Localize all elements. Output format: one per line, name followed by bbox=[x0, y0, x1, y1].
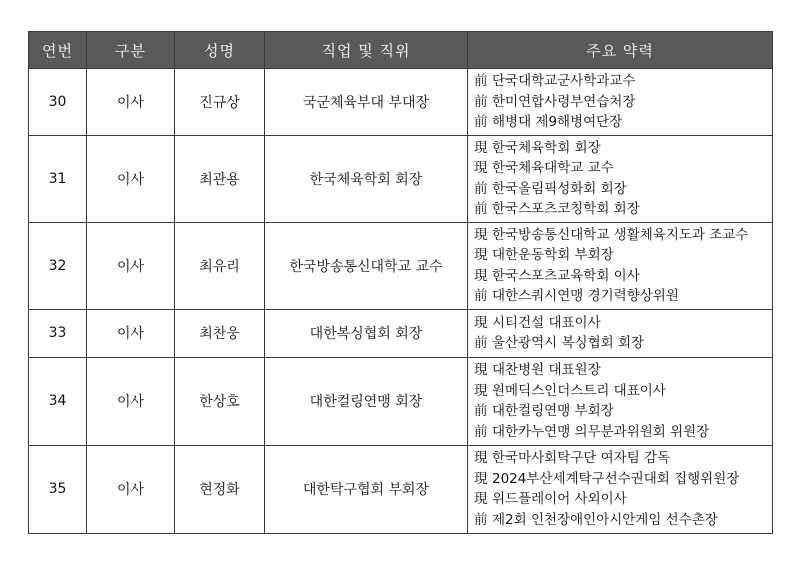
table-row bbox=[29, 309, 773, 357]
cell-career bbox=[468, 222, 773, 309]
career-item bbox=[474, 225, 772, 246]
career-prefix: 前 bbox=[474, 93, 488, 110]
career-item bbox=[474, 313, 772, 334]
career-prefix: 現 bbox=[474, 247, 488, 263]
career-prefix: 現 bbox=[474, 314, 488, 331]
career-prefix: 現 bbox=[474, 362, 488, 378]
table-row bbox=[29, 357, 773, 445]
career-item bbox=[474, 179, 772, 200]
cell-career bbox=[468, 69, 773, 136]
career-prefix: 前 bbox=[474, 114, 488, 130]
cell-name: 최관용 bbox=[175, 135, 265, 222]
career-item bbox=[474, 266, 772, 287]
career-text: 한국방송통신대학교 생활체육지도과 조교수 bbox=[492, 226, 749, 243]
career-text: 대한스쿼시연맹 경기력향상위원 bbox=[492, 288, 679, 304]
career-text: 2024부산세계탁구선수권대회 집행위원장 bbox=[492, 470, 740, 487]
cell-type: 이사 bbox=[87, 222, 175, 309]
career-item bbox=[474, 112, 772, 133]
career-item bbox=[474, 448, 772, 469]
career-text: 대한카누연맹 의무분과위원회 위원장 bbox=[492, 423, 710, 440]
cell-position: 대한탁구협회 부회장 bbox=[265, 445, 468, 533]
career-prefix: 現 bbox=[474, 450, 488, 466]
career-text: 대찬병원 대표원장 bbox=[492, 362, 601, 378]
career-item bbox=[474, 71, 772, 92]
career-item bbox=[474, 199, 772, 220]
cell-position: 한국방송통신대학교 교수 bbox=[265, 222, 468, 309]
career-item bbox=[474, 333, 772, 354]
header-no: 연번 bbox=[29, 32, 87, 69]
career-text: 한국마사회탁구단 여자팀 감독 bbox=[492, 450, 671, 466]
career-text: 대한운동학회 부회장 bbox=[492, 247, 614, 263]
career-item bbox=[474, 286, 772, 307]
header-type: 구분 bbox=[87, 32, 175, 69]
cell-career bbox=[468, 357, 773, 445]
cell-no: 33 bbox=[29, 309, 87, 357]
career-prefix: 前 bbox=[474, 403, 488, 419]
career-text: 한국스포츠교육학회 이사 bbox=[492, 267, 640, 284]
table-row bbox=[29, 135, 773, 222]
cell-type: 이사 bbox=[87, 135, 175, 222]
career-prefix: 前 bbox=[474, 423, 488, 440]
career-prefix: 前 bbox=[474, 511, 488, 528]
cell-no: 32 bbox=[29, 222, 87, 309]
career-text: 위드플레이어 사외이사 bbox=[492, 491, 627, 507]
career-prefix: 現 bbox=[474, 470, 488, 487]
cell-type: 이사 bbox=[87, 445, 175, 533]
career-prefix: 前 bbox=[474, 180, 488, 197]
header-name: 성명 bbox=[175, 32, 265, 69]
cell-no: 30 bbox=[29, 69, 87, 136]
career-prefix: 現 bbox=[474, 139, 488, 156]
header-row bbox=[29, 32, 773, 69]
career-prefix: 前 bbox=[474, 288, 488, 304]
career-item bbox=[474, 138, 772, 159]
board-members-table bbox=[28, 31, 773, 534]
cell-name: 현정화 bbox=[175, 445, 265, 533]
career-prefix: 現 bbox=[474, 267, 488, 284]
cell-name: 한상호 bbox=[175, 357, 265, 445]
career-item bbox=[474, 381, 772, 402]
career-prefix: 現 bbox=[474, 160, 488, 176]
header-position: 직업 및 직위 bbox=[265, 32, 468, 69]
cell-no: 31 bbox=[29, 135, 87, 222]
career-item bbox=[474, 360, 772, 381]
cell-type: 이사 bbox=[87, 357, 175, 445]
career-item bbox=[474, 422, 772, 443]
career-item bbox=[474, 158, 772, 179]
board-members-table-container bbox=[28, 31, 772, 534]
career-text: 한국올림픽성화회 회장 bbox=[492, 180, 627, 197]
table-row bbox=[29, 222, 773, 309]
career-item bbox=[474, 510, 772, 531]
header-career: 주요 약력 bbox=[468, 32, 773, 69]
career-prefix: 現 bbox=[474, 382, 488, 399]
career-item bbox=[474, 489, 772, 510]
career-text: 한국스포츠코칭학회 회장 bbox=[492, 201, 640, 217]
career-text: 원메딕스인더스트리 대표이사 bbox=[492, 382, 666, 399]
cell-name: 최찬웅 bbox=[175, 309, 265, 357]
table-row bbox=[29, 69, 773, 136]
career-item bbox=[474, 245, 772, 266]
cell-position: 대한컬링연맹 회장 bbox=[265, 357, 468, 445]
career-prefix: 現 bbox=[474, 491, 488, 507]
career-text: 단국대학교군사학과교수 bbox=[492, 73, 636, 89]
cell-career bbox=[468, 135, 773, 222]
career-item bbox=[474, 401, 772, 422]
cell-position: 대한복싱협회 회장 bbox=[265, 309, 468, 357]
cell-position: 한국체육학회 회장 bbox=[265, 135, 468, 222]
career-item bbox=[474, 92, 772, 113]
career-prefix: 前 bbox=[474, 335, 488, 351]
career-item bbox=[474, 469, 772, 490]
cell-position: 국군체육부대 부대장 bbox=[265, 69, 468, 136]
career-text: 해병대 제9해병여단장 bbox=[492, 114, 623, 130]
cell-type: 이사 bbox=[87, 309, 175, 357]
cell-career bbox=[468, 309, 773, 357]
career-prefix: 前 bbox=[474, 201, 488, 217]
table-row bbox=[29, 445, 773, 533]
cell-no: 35 bbox=[29, 445, 87, 533]
career-text: 제2회 인천장애인아시안게임 선수촌장 bbox=[492, 511, 718, 528]
career-text: 한미연합사령부연습처장 bbox=[492, 93, 636, 110]
cell-no: 34 bbox=[29, 357, 87, 445]
career-prefix: 現 bbox=[474, 226, 488, 243]
career-text: 울산광역시 복싱협회 회장 bbox=[492, 335, 645, 351]
career-text: 한국체육대학교 교수 bbox=[492, 160, 614, 176]
cell-career bbox=[468, 445, 773, 533]
career-text: 대한컬링연맹 부회장 bbox=[492, 403, 614, 419]
cell-name: 진규상 bbox=[175, 69, 265, 136]
cell-type: 이사 bbox=[87, 69, 175, 136]
cell-name: 최유리 bbox=[175, 222, 265, 309]
table-body bbox=[29, 69, 773, 534]
career-text: 한국체육학회 회장 bbox=[492, 139, 601, 156]
career-text: 시티건설 대표이사 bbox=[492, 314, 601, 331]
career-prefix: 前 bbox=[474, 73, 488, 89]
